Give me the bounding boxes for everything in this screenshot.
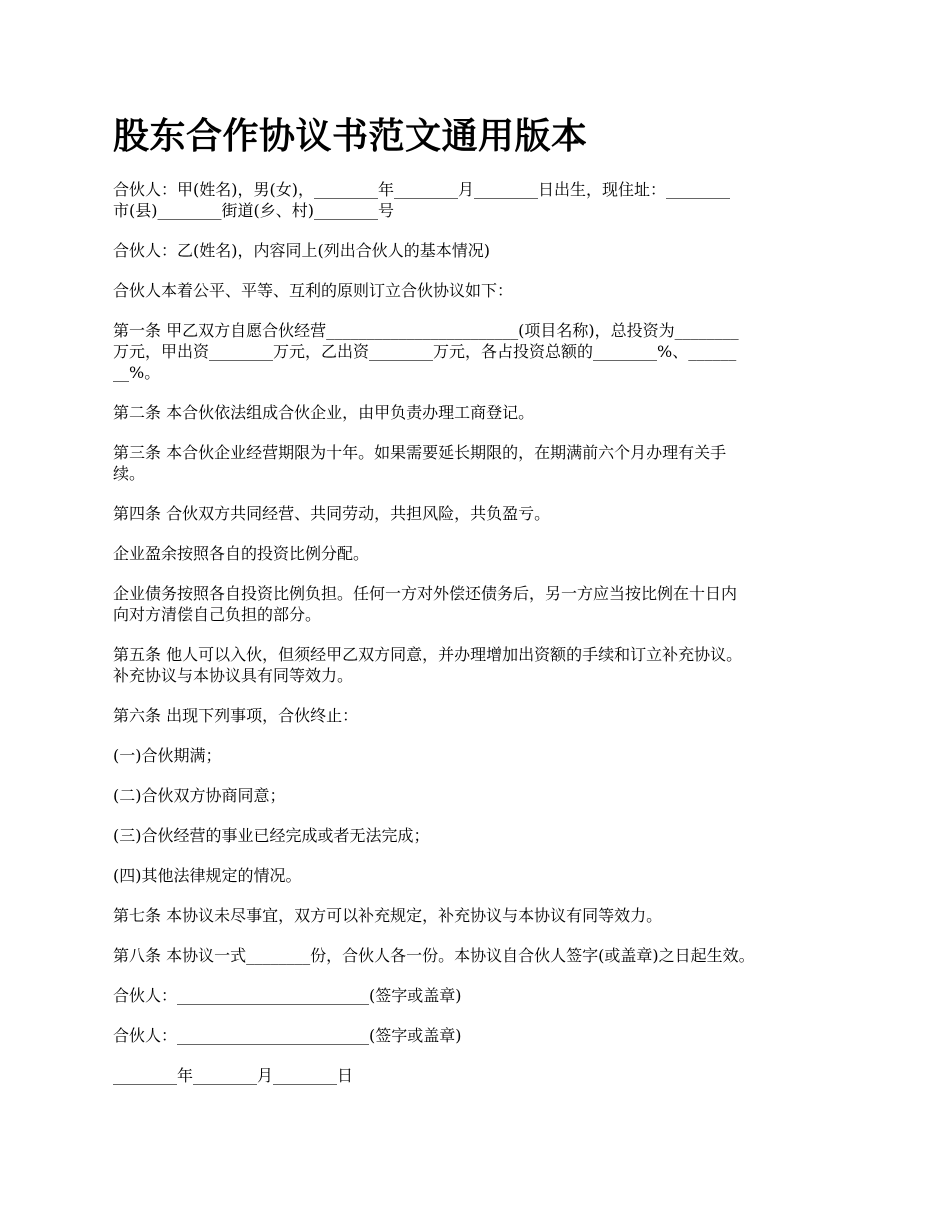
- article-5: 第五条 他人可以入伙，但须经甲乙双方同意，并办理增加出资额的手续和订立补充协议。 补充协议与本协议具有同等效力。: [113, 645, 743, 685]
- article-1: 第一条 甲乙双方自愿合伙经营________________________(项目名称)，总投资为________ 万元，甲出资________万元，乙出资________万元，各占投资总额的________%、______ __%。: [113, 321, 739, 382]
- article-4: 第四条 合伙双方共同经营、共同劳动，共担风险，共负盈亏。: [113, 504, 551, 523]
- termination-item-1: (一)合伙期满；: [113, 746, 222, 765]
- profit-distribution: 企业盈余按照各自的投资比例分配。: [113, 544, 370, 563]
- article-7: 第七条 本协议未尽事宜，双方可以补充规定，补充协议与本协议有同等效力。: [113, 906, 663, 925]
- agreement-preamble: 合伙人本着公平、平等、互利的原则订立合伙协议如下：: [113, 281, 514, 300]
- article-6: 第六条 出现下列事项，合伙终止：: [113, 706, 359, 725]
- signing-date: ________年________月________日: [113, 1066, 354, 1085]
- article-2: 第二条 本合伙依法组成合伙企业，由甲负责办理工商登记。: [113, 403, 535, 422]
- debt-responsibility: 企业债务按照各自投资比例负担。任何一方对外偿还债务后，另一方应当按比例在十日内 向对方清偿自己负担的部分。: [113, 584, 738, 624]
- article-8: 第八条 本协议一式________份，合伙人各一份。本协议自合伙人签字(或盖章)之日起生效。: [113, 946, 755, 965]
- partner-b-info: 合伙人：乙(姓名)，内容同上(列出合伙人的基本情况): [113, 241, 490, 260]
- termination-item-3: (三)合伙经营的事业已经完成或者无法完成；: [113, 826, 430, 845]
- document-title: 股东合作协议书范文通用版本: [113, 116, 588, 157]
- termination-item-2: (二)合伙双方协商同意；: [113, 786, 286, 805]
- partner-a-info: 合伙人：甲(姓名)，男(女)，________年________月________日出生，现住址：________ 市(县)________街道(乡、村)________号: [113, 180, 730, 220]
- signature-partner-a: 合伙人：________________________(签字或盖章): [113, 986, 462, 1005]
- article-3: 第三条 本合伙企业经营期限为十年。如果需要延长期限的，在期满前六个月办理有关手 续。: [113, 443, 727, 483]
- signature-partner-b: 合伙人：________________________(签字或盖章): [113, 1026, 462, 1045]
- termination-item-4: (四)其他法律规定的情况。: [113, 866, 302, 885]
- document-page: [113, 112, 843, 1105]
